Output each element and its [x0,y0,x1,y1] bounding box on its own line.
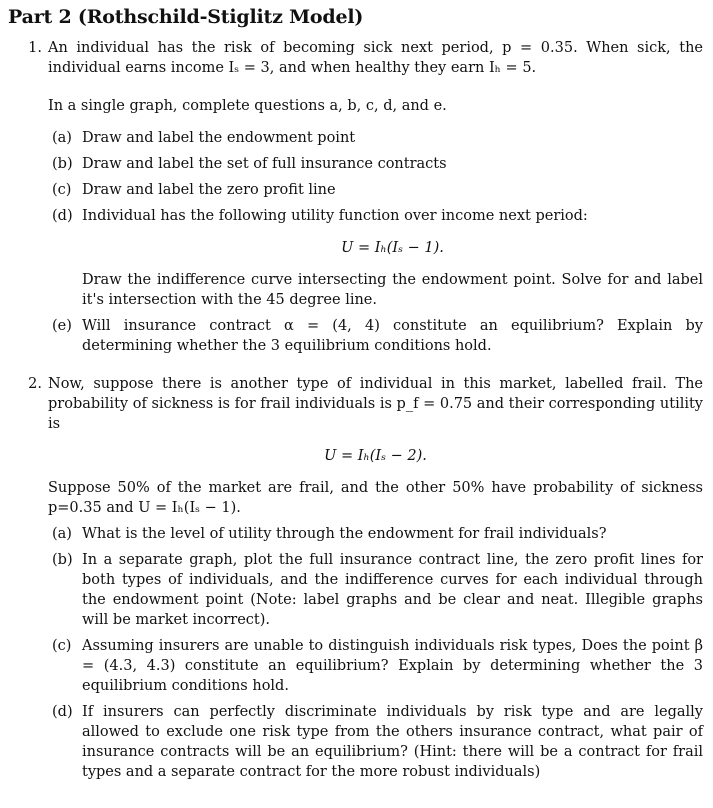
item-label: (c) [52,638,72,654]
item-label: (a) [52,526,72,542]
item-text: Draw and label the set of full insurance contracts [82,156,447,172]
list-item [48,316,703,356]
item-d-note: Draw the indifference curve intersecting the endowment point. Solve for and label it's intersection with the 45 degree line. [82,272,703,308]
list-item [48,180,703,200]
question-2-followup: Suppose 50% of the market are frail, and the other 50% have probability of sickness p=0.35 and U = Iₕ(Iₛ − 1). [48,480,703,516]
item-text: Will insurance contract α = (4, 4) constitute an equilibrium? Explain by determining whether the 3 equilibrium conditions hold. [82,318,703,354]
question-2 [8,374,703,782]
list-item [48,636,703,696]
item-label: (c) [52,182,72,198]
utility-equation: U = Iₕ(Iₛ − 1). [341,240,444,256]
item-label: (b) [52,552,73,568]
item-text: Draw and label the endowment point [82,130,356,146]
item-text [82,206,703,310]
item-text: If insurers can perfectly discriminate individuals by risk type and are legally allowed to exclude one risk type from the others insurance contract, what pair of insurance contracts will be an equilibrium? (Hint: there will be a contract for frail types and a separate contract for the more robust individuals) [82,704,703,780]
question-number: 2. [28,376,42,392]
item-text: Assuming insurers are unable to distinguish individuals risk types, Does the point β = (4.3, 4.3) constitute an equilibrium? Explain by determining whether the 3 equilibrium conditions hold. [82,638,703,694]
list-item [48,154,703,174]
question-2-intro: Now, suppose there is another type of individual in this market, labelled frail. The probability of sickness is for frail individuals is p_f = 0.75 and their corresponding utility is [48,376,703,432]
item-label: (a) [52,130,72,146]
item-text: Draw and label the zero profit line [82,182,336,198]
section-heading: Part 2 (Rothschild-Stiglitz Model) [8,6,364,28]
item-text: In a separate graph, plot the full insurance contract line, the zero profit lines for both types of individuals, and the indifference curves for each individual through the endowment point (Note: label graphs and be clear and neat. Illegible graphs will be market incorrect). [82,552,703,628]
list-item [48,128,703,148]
frail-utility-equation: U = Iₕ(Iₛ − 2). [324,448,427,464]
question-1-intro: An individual has the risk of becoming sick next period, p = 0.35. When sick, the individual earns income Iₛ = 3, and when healthy they earn Iₕ = 5. [48,40,703,76]
item-label: (d) [52,208,73,224]
item-label: (b) [52,156,73,172]
question-2-body [48,374,703,782]
list-item [48,524,703,544]
item-text: What is the level of utility through the endowment for frail individuals? [82,526,607,542]
question-1-body [48,38,703,356]
question-1-instruction: In a single graph, complete questions a, b, c, d, and e. [48,98,447,114]
item-label: (d) [52,704,73,720]
list-item [48,206,703,310]
item-d-text: Individual has the following utility function over income next period: [82,208,588,224]
question-number: 1. [28,40,42,56]
question-1 [8,38,703,356]
list-item [48,550,703,630]
item-label: (e) [52,318,72,334]
list-item [48,702,703,782]
